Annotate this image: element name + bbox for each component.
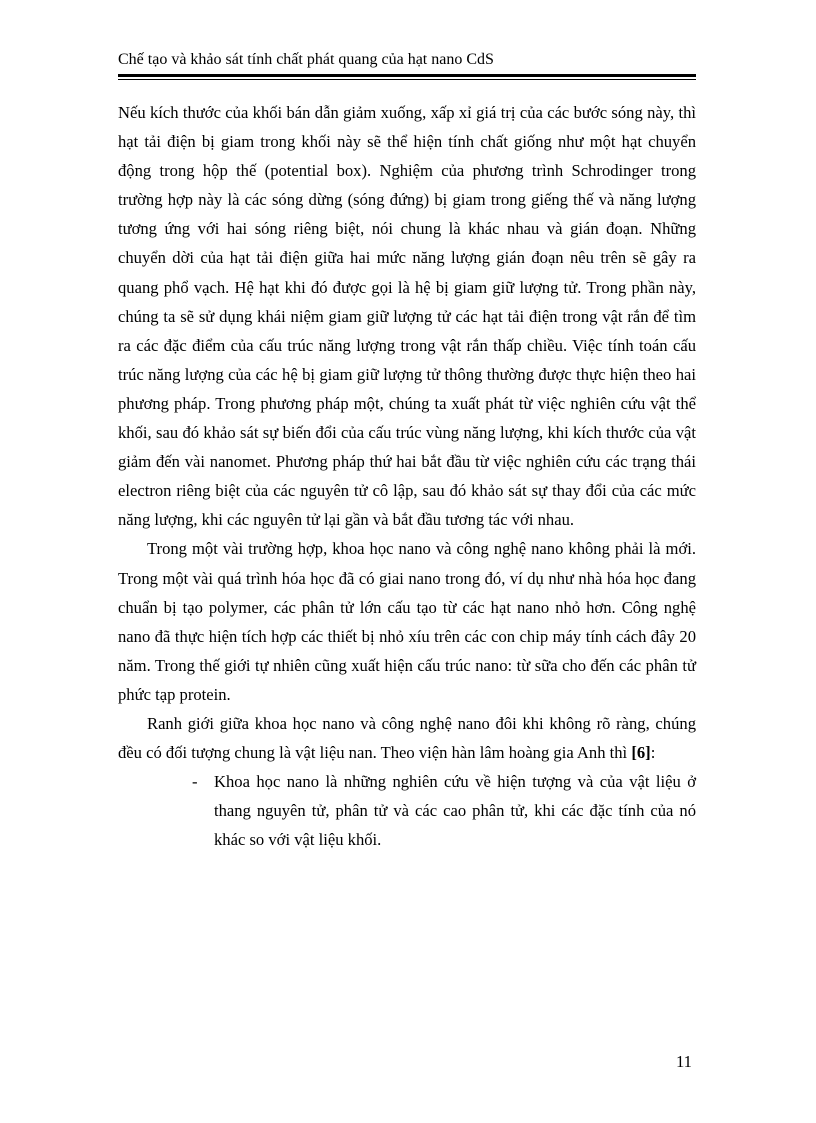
paragraph-3: [118, 709, 696, 767]
paragraph-3-text: Ranh giới giữa khoa học nano và công nghệ nano đôi khi không rõ ràng, chúng đều có đối tượng chung là vật liệu nan. Theo viện hàn lâm hoàng gia Anh thì: [118, 713, 696, 763]
header-rule-thin: [118, 79, 696, 80]
running-header: Chế tạo và khảo sát tính chất phát quang của hạt nano CdS: [118, 51, 494, 68]
page-number: 11: [676, 1052, 692, 1071]
bullet-text: Khoa học nano là những nghiên cứu về hiện tượng và của vật liệu ở thang nguyên tử, phân tử và các cao phân tử, khi các đặc tính của nó khác so với vật liệu khối.: [214, 772, 696, 850]
paragraph-1: Nếu kích thước của khối bán dẫn giảm xuống, xấp xỉ giá trị của các bước sóng này, thì hạt tải điện bị giam trong khối này sẽ thể hiện tính chất giống như một hạt chuyển động trong hộp thế (potential box). Nghiệm của phương trình Schrodinger trong trường hợp này là các sóng dừng (sóng đứng) bị giam trong giếng thế và năng lượng tương ứng với hai sóng riêng biệt, nói chung là khác nhau và gián đoạn. Những chuyển dời của hạt tải điện giữa hai mức năng lượng gián đoạn nêu trên sẽ gây ra quang phổ vạch. Hệ hạt khi đó được gọi là hệ bị giam giữ lượng tử. Trong phần này, chúng ta sẽ sử dụng khái niệm giam giữ lượng tử các hạt tải điện trong vật rắn để tìm ra các đặc điểm của cấu trúc năng lượng trong vật rắn thấp chiều. Việc tính toán cấu trúc năng lượng của các hệ bị giam giữ lượng tử thông thường được thực hiện theo hai phương pháp. Trong phương pháp một, chúng ta xuất phát từ việc nghiên cứu vật thể khối, sau đó khảo sát sự biến đổi của cấu trúc vùng năng lượng, khi kích thước của vật giảm đến vài nanomet. Phương pháp thứ hai bắt đầu từ việc nghiên cứu các trạng thái electron riêng biệt của các nguyên tử cô lập, sau đó khảo sát sự thay đổi của các mức năng lượng, khi các nguyên tử lại gần và bắt đầu tương tác với nhau.: [118, 103, 696, 530]
bullet-item: [192, 767, 696, 854]
header-rule-thick: [118, 74, 696, 77]
body-text: [118, 98, 696, 854]
bullet-marker: -: [192, 772, 198, 792]
paragraph-3-end: :: [650, 743, 656, 763]
citation: [6]: [631, 743, 651, 763]
paragraph-2: Trong một vài trường hợp, khoa học nano và công nghệ nano không phải là mới. Trong một vài quá trình hóa học đã có giai nano trong đó, ví dụ như nhà hóa học đang chuẩn bị tạo polymer, các phân tử lớn cấu tạo từ các hạt nano nhỏ hơn. Công nghệ nano đã thực hiện tích hợp các thiết bị nhỏ xíu trên các con chip máy tính cách đây 20 năm. Trong thế giới tự nhiên cũng xuất hiện cấu trúc nano: từ sữa cho đến các phân tử phức tạp protein.: [118, 539, 696, 704]
